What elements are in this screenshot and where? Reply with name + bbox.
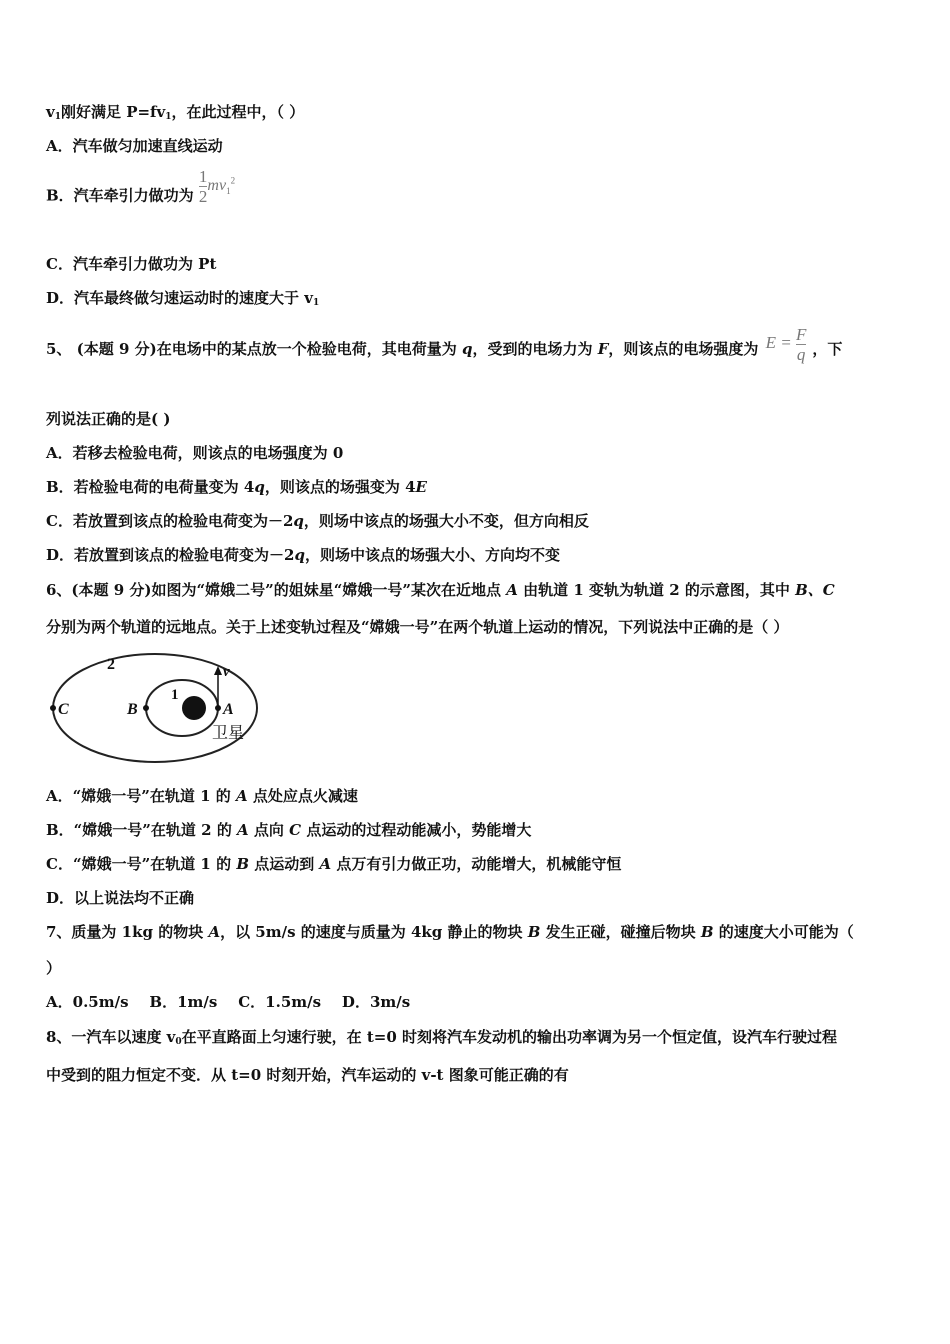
formula-mv-squared: $mv_1^2$ <box>207 176 236 197</box>
fraction-half: $\frac{1}{2}$ <box>198 166 208 206</box>
q5-stem-line2: 列说法正确的是( ) <box>46 410 171 428</box>
label-orbit-2: 2 <box>107 656 115 673</box>
q7-stem-line2: ） <box>46 959 62 977</box>
q6-stem-line1: 6、(本题 9 分)如图为“嫦娥二号”的姐妹星“嫦娥一号”某次在近地点 A 由轨道 1 变轨为轨道 2 的示意图，其中 B、C <box>46 581 835 599</box>
label-point-c: C <box>58 701 69 718</box>
q4-option-c: C．汽车牵引力做功为 Pt <box>46 255 217 273</box>
label-point-a: A <box>223 701 234 718</box>
point-c-dot <box>50 705 56 711</box>
q6-option-a: A．“嫦娥一号”在轨道 1 的 A 点处应点火减速 <box>46 787 358 805</box>
q4-option-d: D．汽车最终做匀速运动时的速度大于 $v_1$ <box>46 289 320 308</box>
q5-stem: 5、 (本题 9 分)在电场中的某点放一个检验电荷，其电荷量为 q，受到的电场力为 F，则该点的电场强度为 E = $\frac{F}{q}$ ，下 <box>46 324 843 364</box>
q7-options: A．0.5m/s B．1m/s C．1.5m/s D．3m/s <box>46 993 411 1011</box>
q7-stem: 7、质量为 1kg 的物块 A，以 5m/s 的速度与质量为 4kg 静止的物块 B 发生正碰，碰撞后物块 B 的速度大小可能为（ <box>46 923 854 941</box>
q4-option-a: A．汽车做匀加速直线运动 <box>46 137 223 155</box>
q6-stem-line2: 分别为两个轨道的远地点。关于上述变轨过程及“嫦娥一号”在两个轨道上运动的情况，下列说法中正确的是（ ） <box>46 618 789 636</box>
q4-intro: $v_1$刚好满足 $P=fv_1$，在此过程中，（ ） <box>46 103 305 122</box>
q6-option-c: C．“嫦娥一号”在轨道 1 的 B 点运动到 A 点万有引力做正功，动能增大，机械能守恒 <box>46 855 622 873</box>
q8-stem-line2: 中受到的阻力恒定不变．从 t=0 时刻开始，汽车运动的 v-t 图象可能正确的有 <box>46 1066 569 1084</box>
label-point-b: B <box>127 701 138 718</box>
label-velocity: v <box>223 664 230 680</box>
q4-option-b: B．汽车牵引力做功为 $\frac{1}{2}$ $mv_1^2$ <box>46 166 236 206</box>
q8-stem-line1: 8、一汽车以速度 $v_0$在平直路面上匀速行驶，在 t=0 时刻将汽车发动机的输出功率调为另一个恒定值，设汽车行驶过程 <box>46 1028 838 1047</box>
q6-option-d: D．以上说法均不正确 <box>46 889 195 907</box>
label-satellite: 卫星 <box>212 725 245 742</box>
formula-e-equals-f-over-q: E = $\frac{F}{q}$ <box>765 324 807 364</box>
label-orbit-1: 1 <box>171 687 179 703</box>
point-b-dot <box>143 705 149 711</box>
q5-option-a: A．若移去检验电荷，则该点的电场强度为 0 <box>46 444 344 462</box>
orbit-diagram <box>46 650 266 768</box>
q5-option-b: B．若检验电荷的电荷量变为 4q，则该点的场强变为 4E <box>46 478 427 496</box>
earth-circle <box>182 696 206 720</box>
q6-option-b: B．“嫦娥一号”在轨道 2 的 A 点向 C 点运动的过程动能减小，势能增大 <box>46 821 532 839</box>
q5-option-d: D．若放置到该点的检验电荷变为－2q，则场中该点的场强大小、方向均不变 <box>46 546 560 564</box>
q5-option-c: C．若放置到该点的检验电荷变为－2q，则场中该点的场强大小不变，但方向相反 <box>46 512 589 530</box>
